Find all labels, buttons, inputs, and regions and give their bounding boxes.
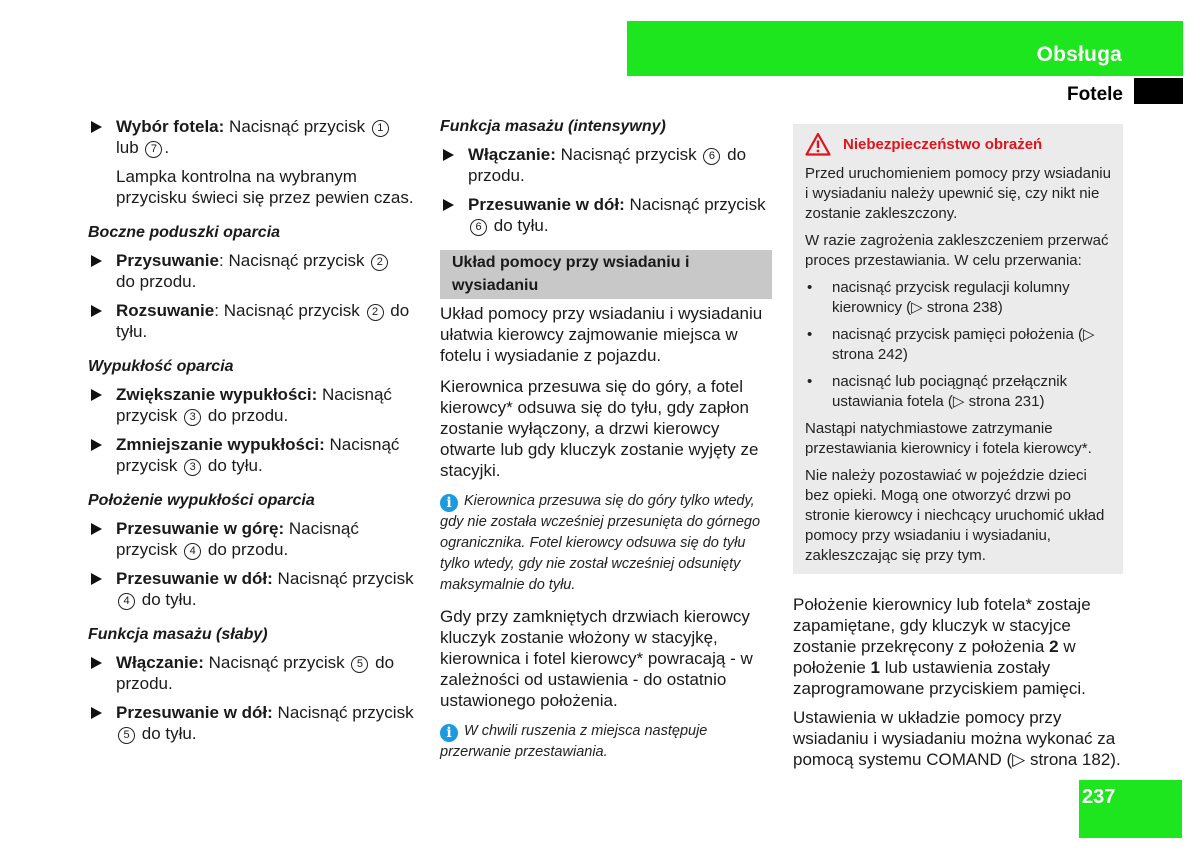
warning-list-item <box>805 278 1111 318</box>
warning-text: W razie zagrożenia zakleszczeniem przerwać proces przestawiania. W celu przerwania: <box>805 232 1109 269</box>
bullet-text: Nacisnąć przycisk <box>208 653 345 672</box>
triangle-bullet-icon <box>443 199 454 211</box>
button-number-icon: 2 <box>371 254 388 271</box>
button-number-icon: 5 <box>118 727 135 744</box>
bullet-item <box>440 194 772 236</box>
list-text: nacisnąć przycisk regulacji kolumny kierownicy (▷ strona 238) <box>832 279 1070 316</box>
bullet-text: Nacisnąć przycisk <box>116 385 392 425</box>
bullet-text: Nacisnąć przycisk <box>277 569 414 588</box>
bullet-text: do przodu. <box>116 272 197 291</box>
bullet-dot-icon: • <box>807 279 813 296</box>
button-number-icon: 6 <box>470 219 487 236</box>
bullet-item <box>88 384 423 426</box>
bullet-item <box>88 568 423 610</box>
bullet-item <box>440 144 772 186</box>
paragraph: Gdy przy zamkniętych drzwiach kierowcy kluczyk zostanie włożony w stacyjkę, kierownica i fotel kierowcy* powracają - w zależności od ustawienia - do ostatnio ustawionego położenia. <box>440 607 753 710</box>
heading-massage-weak: Funkcja masażu (słaby) <box>88 626 268 643</box>
button-number-icon: 3 <box>184 409 201 426</box>
bullet-item <box>88 300 423 342</box>
bullet-label: Przesuwanie w dół: <box>116 569 273 588</box>
bullet-text: Nacisnąć przycisk <box>116 519 359 559</box>
page-number: 237 <box>1082 786 1116 808</box>
bullet-text: Nacisnąć przycisk <box>277 703 414 722</box>
bullet-item <box>88 702 423 744</box>
bullet-text: do przodu. <box>207 540 289 559</box>
bullet-dot-icon: • <box>807 373 813 390</box>
triangle-bullet-icon <box>91 255 102 267</box>
bullet-text: : <box>214 301 219 320</box>
triangle-bullet-icon <box>91 439 102 451</box>
triangle-bullet-icon <box>91 523 102 535</box>
bullet-item <box>88 434 423 476</box>
bullet-item <box>88 518 423 560</box>
heading-lumbar-position: Położenie wypukłości oparcia <box>88 492 315 509</box>
warning-box <box>793 124 1123 574</box>
bullet-text: do przodu. <box>207 406 289 425</box>
triangle-bullet-icon <box>91 707 102 719</box>
bullet-label: Rozsuwanie <box>116 301 215 320</box>
section-heading-easy-entry: Układ pomocy przy wsiadaniu i wysiadaniu <box>440 250 772 299</box>
button-number-icon: 3 <box>184 459 201 476</box>
bullet-text: Nacisnąć przycisk <box>229 117 366 136</box>
button-number-icon: 6 <box>703 148 720 165</box>
column-1 <box>88 116 423 752</box>
heading-lumbar: Wypukłość oparcia <box>88 358 234 375</box>
section-tab-marker <box>1134 78 1183 104</box>
bullet-text: Nacisnąć przycisk <box>560 145 697 164</box>
bullet-text: Nacisnąć przycisk <box>223 301 360 320</box>
bullet-label: Zmniejszanie wypukłości: <box>116 435 325 454</box>
bullet-text: . <box>164 138 170 157</box>
column-3 <box>793 116 1123 778</box>
bullet-text: : <box>219 251 224 270</box>
warning-list-item <box>805 372 1111 412</box>
bullet-text: do tyłu. <box>141 590 197 609</box>
bullet-text: do tyłu. <box>141 724 197 743</box>
warning-triangle-icon <box>805 132 831 156</box>
paragraph: Układ pomocy przy wsiadaniu i wysiadaniu ułatwia kierowcy zajmowanie miejsca w fotelu i wysiadanie z pojazdu. <box>440 304 763 365</box>
paragraph-text: Położenie kierownicy lub fotela* zostaje zapamiętane, gdy kluczyk w stacyjce zostanie przekręcony z położenia <box>793 595 1091 656</box>
bullet-item <box>88 652 423 694</box>
button-number-icon: 4 <box>184 543 201 560</box>
bullet-label: Przysuwanie <box>116 251 219 270</box>
position-number: 2 <box>1049 637 1059 656</box>
info-text: Kierownica przesuwa się do góry tylko wtedy, gdy nie została wcześniej przesunięta do górnego ogranicznika. Fotel kierowcy odsuwa się do tyłu tylko wtedy, gdy nie został wcześniej odsunięty maksymalnie do tyłu. <box>440 493 761 593</box>
bullet-text: do przodu. <box>468 145 747 185</box>
info-icon: i <box>440 724 458 742</box>
bullet-text: Nacisnąć przycisk <box>228 251 365 270</box>
button-number-icon: 5 <box>351 656 368 673</box>
triangle-bullet-icon <box>91 121 102 133</box>
bullet-label: Włączanie: <box>468 145 556 164</box>
triangle-bullet-icon <box>443 149 454 161</box>
bullet-text: do tyłu. <box>207 456 263 475</box>
bullet-label: Przesuwanie w górę: <box>116 519 285 538</box>
page-number-box <box>1079 780 1182 838</box>
heading-massage-intense: Funkcja masażu (intensywny) <box>440 118 666 135</box>
bullet-dot-icon: • <box>807 326 813 343</box>
list-text: nacisnąć przycisk pamięci położenia (▷ strona 242) <box>832 326 1095 363</box>
bullet-text: Nacisnąć przycisk <box>629 195 766 214</box>
bullet-text: Nacisnąć przycisk <box>116 435 400 475</box>
warning-text: Przed uruchomieniem pomocy przy wsiadaniu i wysiadaniu należy upewnić się, czy nikt nie zostanie zakleszczony. <box>805 165 1111 222</box>
bullet-text: do tyłu. <box>493 216 549 235</box>
button-number-icon: 2 <box>367 304 384 321</box>
column-2 <box>440 116 772 773</box>
warning-text: Nastąpi natychmiastowe zatrzymanie przestawiania kierownicy i fotela kierowcy*. <box>805 420 1092 457</box>
bullet-label: Włączanie: <box>116 653 204 672</box>
paragraph-text: lub ustawienia zostały zaprogramowane przyciskiem pamięci. <box>793 658 1086 698</box>
triangle-bullet-icon <box>91 389 102 401</box>
triangle-bullet-icon <box>91 657 102 669</box>
button-number-icon: 4 <box>118 593 135 610</box>
warning-header <box>805 132 1111 156</box>
list-text: nacisnąć lub pociągnąć przełącznik ustawiania fotela (▷ strona 231) <box>832 373 1068 410</box>
seat-select-note: Lampka kontrolna na wybranym przycisku świeci się przez pewien czas. <box>116 167 414 207</box>
chapter-title: Obsługa <box>1036 43 1122 66</box>
memory-paragraph <box>793 594 1123 699</box>
chapter-banner <box>627 21 1183 76</box>
button-number-icon: 7 <box>145 141 162 158</box>
comand-paragraph: Ustawienia w układzie pomocy przy wsiadaniu i wysiadaniu można wykonać za pomocą systemu COMAND (▷ strona 182). <box>793 708 1121 769</box>
info-icon: i <box>440 494 458 512</box>
button-number-icon: 1 <box>372 120 389 137</box>
info-text: W chwili ruszenia z miejsca następuje przerwanie przestawiania. <box>440 723 708 760</box>
bullet-label: Zwiększanie wypukłości: <box>116 385 318 404</box>
bullet-item <box>88 250 423 292</box>
triangle-bullet-icon <box>91 305 102 317</box>
bullet-seat-select <box>88 116 423 158</box>
bullet-text: do tyłu. <box>116 301 410 341</box>
triangle-bullet-icon <box>91 573 102 585</box>
bullet-label: Przesuwanie w dół: <box>116 703 273 722</box>
info-note <box>440 721 772 763</box>
position-number: 1 <box>870 658 880 677</box>
bullet-label: Wybór fotela: <box>116 117 225 136</box>
heading-side-bolsters: Boczne poduszki oparcia <box>88 224 281 241</box>
info-note <box>440 491 772 596</box>
bullet-text: lub <box>116 138 139 157</box>
paragraph-text: w położenie <box>793 637 1076 677</box>
warning-list-item <box>805 325 1111 365</box>
bullet-label: Przesuwanie w dół: <box>468 195 625 214</box>
section-title: Fotele <box>1067 84 1123 105</box>
paragraph: Kierownica przesuwa się do góry, a fotel kierowcy* odsuwa się do tyłu, gdy zapłon zostanie wyłączony, a drzwi kierowcy otwarte lub gdy kluczyk zostanie wyjęty ze stacyjki. <box>440 377 759 480</box>
warning-text: Nie należy pozostawiać w pojeździe dzieci bez opieki. Mogą one otworzyć drzwi po stronie kierowcy i niechcący uruchomić układ pomocy przy wsiadaniu i wysiadaniu, zakleszczając się przy tym. <box>805 467 1105 564</box>
warning-title: Niebezpieczeństwo obrażeń <box>843 135 1043 153</box>
bullet-text: do przodu. <box>116 653 395 693</box>
